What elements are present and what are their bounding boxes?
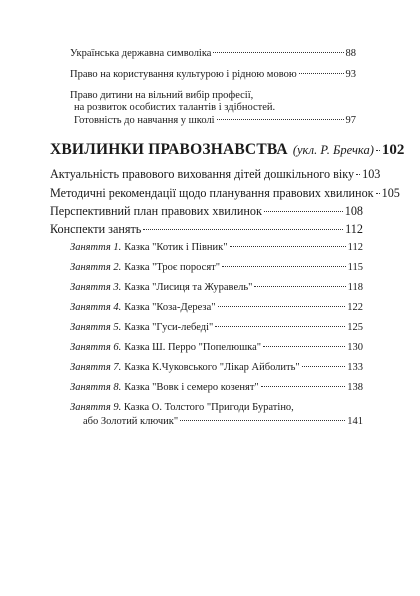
- toc-entry-page: 93: [345, 69, 356, 80]
- lesson-entry[interactable]: [70, 342, 363, 353]
- toc-entry[interactable]: [70, 69, 356, 80]
- lesson-page: 118: [347, 282, 363, 293]
- toc-entry-page: 97: [345, 115, 356, 126]
- dot-leader: [356, 174, 360, 175]
- lesson-title: Казка "Лисиця та Журавель": [124, 282, 253, 293]
- lesson-page: 122: [347, 302, 363, 313]
- dot-leader: [299, 73, 344, 74]
- toc-entry[interactable]: [70, 48, 356, 59]
- toc-entry-page: 108: [344, 204, 363, 218]
- lesson-entry-line1[interactable]: [70, 402, 363, 413]
- toc-entry-title-line2: на розвиток особистих талантів і здібностей.: [74, 102, 276, 113]
- lesson-title: Казка "Троє поросят": [124, 262, 221, 273]
- lesson-title: Казка Ш. Перро "Попелюшка": [124, 342, 262, 353]
- dot-leader: [230, 246, 346, 247]
- toc-entry[interactable]: [50, 186, 400, 201]
- lesson-title: Казка "Котик і Півник": [124, 242, 228, 253]
- dot-leader: [264, 211, 343, 212]
- lesson-page: 141: [347, 416, 363, 427]
- toc-entry[interactable]: [50, 204, 363, 219]
- lesson-page: 133: [347, 362, 363, 373]
- lesson-page: 115: [347, 262, 363, 273]
- lesson-entry[interactable]: [83, 416, 363, 427]
- dot-leader: [376, 150, 380, 151]
- dot-leader: [376, 193, 380, 194]
- dot-leader: [143, 229, 343, 230]
- lesson-page: 130: [347, 342, 363, 353]
- dot-leader: [263, 346, 345, 347]
- lesson-title: Казка К.Чуковського "Лікар Айболить": [124, 362, 300, 373]
- dot-leader: [222, 266, 346, 267]
- toc-entry-page: 112: [345, 222, 363, 236]
- lesson-title: Казка "Вовк і семеро козенят": [124, 382, 259, 393]
- dot-leader: [180, 420, 345, 421]
- toc-entry[interactable]: [50, 222, 363, 237]
- lesson-title-line1: Казка О. Толстого "Пригоди Буратіно,: [123, 402, 294, 413]
- lesson-label: Заняття 3.: [70, 282, 122, 293]
- dot-leader: [261, 386, 346, 387]
- section-title: ХВИЛИНКИ ПРАВОЗНАВСТВА: [50, 141, 288, 158]
- lesson-title: Казка "Коза-Дереза": [124, 302, 216, 313]
- section-byline: (укл. Р. Бречка): [292, 143, 374, 157]
- lesson-label: Заняття 6.: [70, 342, 122, 353]
- toc-entry-title: Методичні рекомендації щодо планування правових хвилинок: [50, 186, 374, 200]
- toc-entry-title: Конспекти занять: [50, 222, 142, 236]
- lesson-title: Казка "Гуси-лебеді": [124, 322, 214, 333]
- dot-leader: [302, 366, 346, 367]
- toc-entry-page: 88: [345, 48, 356, 59]
- section-page: 102: [381, 142, 405, 158]
- toc-entry-page: 105: [381, 186, 400, 200]
- toc-entry-title-line3: Готовність до навчання у школі: [74, 115, 215, 126]
- lesson-label: Заняття 8.: [70, 382, 122, 393]
- dot-leader: [217, 119, 344, 120]
- lesson-page: 138: [347, 382, 363, 393]
- lesson-entry[interactable]: [70, 362, 363, 373]
- toc-entry[interactable]: [74, 115, 356, 126]
- toc-entry[interactable]: [50, 167, 381, 182]
- lesson-label: Заняття 4.: [70, 302, 122, 313]
- toc-entry-title: Актуальність правового виховання дітей дошкільного віку: [50, 167, 355, 181]
- toc-entry-title: Українська державна символіка: [70, 48, 212, 59]
- lesson-entry[interactable]: [70, 282, 363, 293]
- lesson-label: Заняття 2.: [70, 262, 122, 273]
- lesson-entry[interactable]: [70, 302, 363, 313]
- lesson-label: Заняття 7.: [70, 362, 122, 373]
- dot-leader: [213, 52, 343, 53]
- toc-entry-page: 103: [362, 167, 381, 181]
- lesson-entry[interactable]: [70, 322, 363, 333]
- section-heading[interactable]: [50, 141, 405, 159]
- lesson-page: 125: [347, 322, 363, 333]
- lesson-page: 112: [347, 242, 363, 253]
- toc-entry-title-line1: Право дитини на вільний вибір професії,: [70, 90, 254, 101]
- lesson-label: Заняття 1.: [70, 242, 122, 253]
- lesson-title-line2: або Золотий ключик": [83, 416, 179, 427]
- dot-leader: [254, 286, 345, 287]
- dot-leader: [215, 326, 345, 327]
- lesson-label: Заняття 9.: [70, 402, 122, 413]
- lesson-entry[interactable]: [70, 382, 363, 393]
- lesson-entry[interactable]: [70, 242, 363, 253]
- lesson-entry[interactable]: [70, 262, 363, 273]
- dot-leader: [218, 306, 346, 307]
- lesson-label: Заняття 5.: [70, 322, 122, 333]
- toc-entry-title: Право на користування культурою і рідною мовою: [70, 69, 297, 80]
- toc-entry-title: Перспективний план правових хвилинок: [50, 204, 262, 218]
